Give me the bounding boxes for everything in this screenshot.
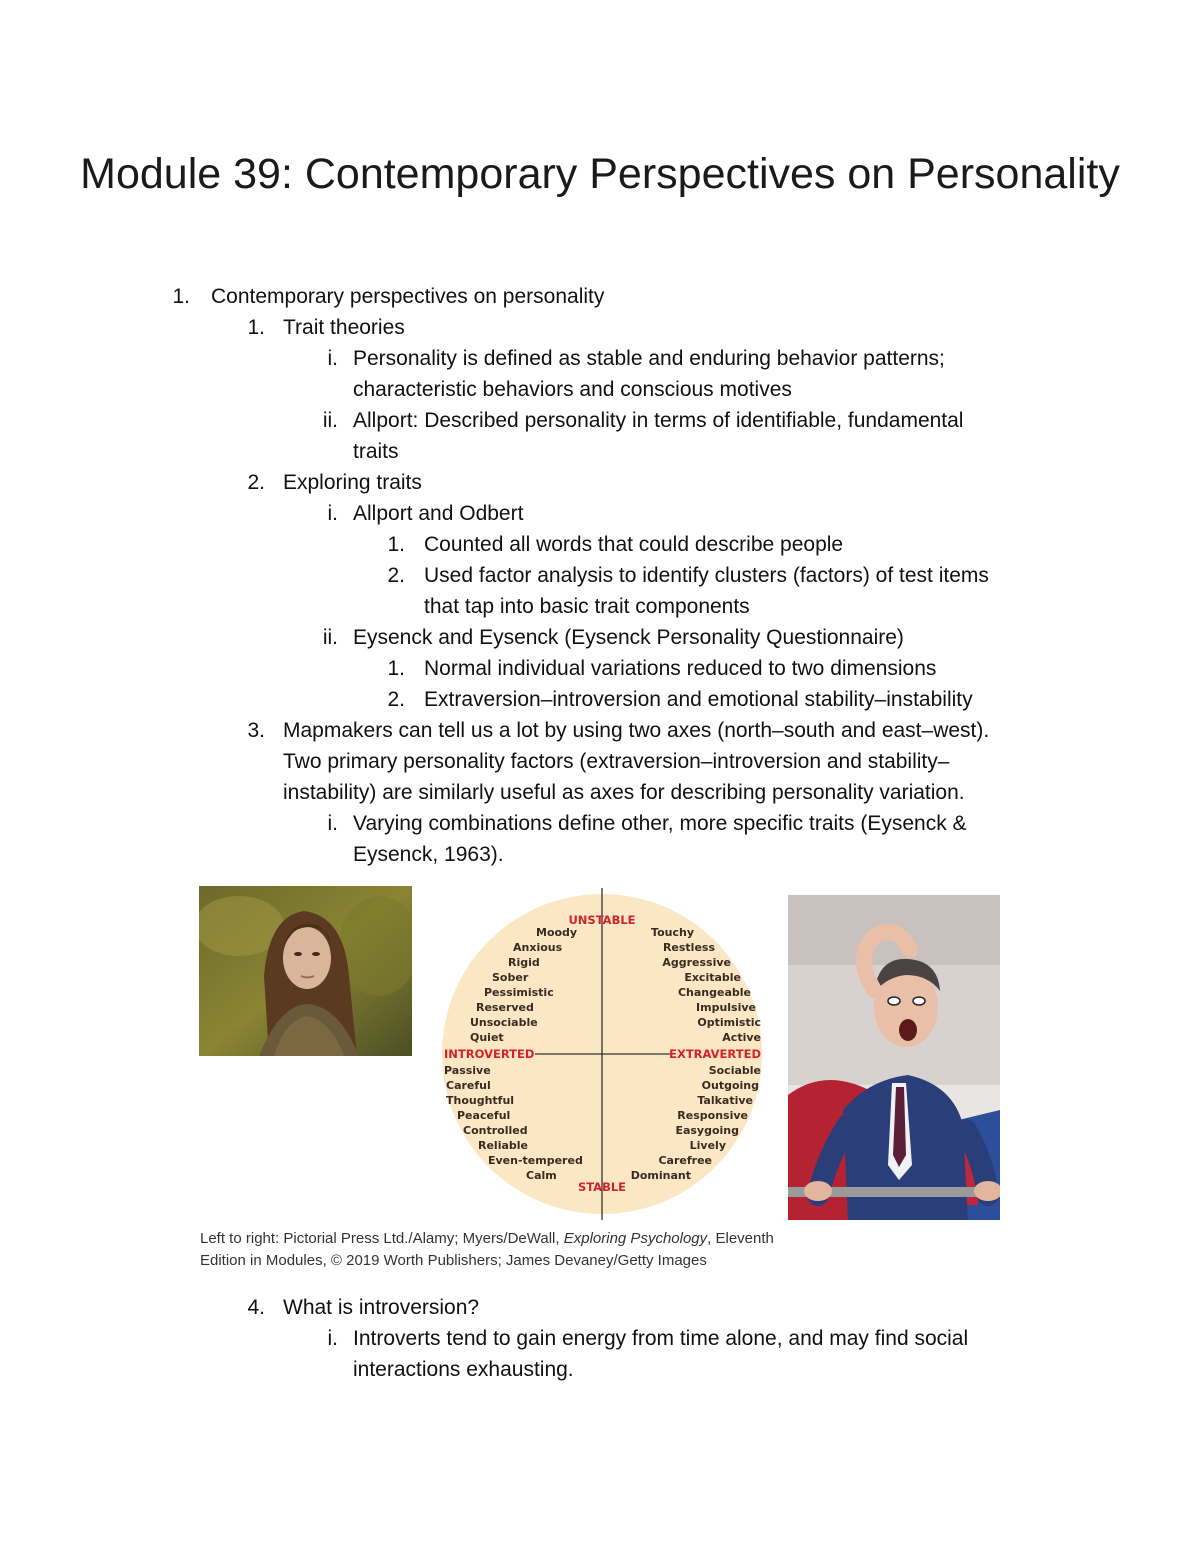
wheel-trait-extraverted-unstable: Touchy xyxy=(651,926,694,939)
wheel-trait-extraverted-stable: Lively xyxy=(689,1139,726,1152)
wheel-trait-extraverted-unstable: Restless xyxy=(662,941,715,954)
wheel-trait-extraverted-unstable: Aggressive xyxy=(662,956,731,969)
personality-wheel-diagram xyxy=(440,886,770,1222)
wheel-trait-introverted-unstable: Quiet xyxy=(470,1031,504,1044)
wheel-trait-extraverted-stable: Outgoing xyxy=(701,1079,759,1092)
wheel-trait-extraverted-stable: Sociable xyxy=(708,1064,761,1077)
wheel-trait-introverted-stable: Even-tempered xyxy=(488,1154,583,1167)
wheel-trait-introverted-unstable: Moody xyxy=(536,926,578,939)
wheel-left-label: INTROVERTED xyxy=(444,1047,535,1061)
personality-wheel-svg xyxy=(440,886,770,1222)
wheel-trait-extraverted-unstable: Optimistic xyxy=(697,1016,761,1029)
wheel-trait-introverted-unstable: Reserved xyxy=(476,1001,534,1014)
wheel-bottom-label: STABLE xyxy=(577,1180,627,1194)
wheel-trait-introverted-unstable: Rigid xyxy=(508,956,540,969)
wheel-trait-extraverted-stable: Carefree xyxy=(658,1154,712,1167)
figure-caption: Left to right: Pictorial Press Ltd./Alamy; Myers/DeWall, Exploring Psychology, Eleventh Edition in Modules, © 2019 Worth Publishers; James Devaney/Getty Images xyxy=(200,1230,774,1269)
wheel-trait-extraverted-unstable: Active xyxy=(722,1031,761,1044)
portrait-photo-left xyxy=(199,886,412,1056)
wheel-trait-extraverted-stable: Talkative xyxy=(697,1094,753,1107)
wheel-right-label: EXTRAVERTED xyxy=(669,1047,761,1061)
page-title: Module 39: Contemporary Perspectives on Personality xyxy=(80,150,1120,198)
wheel-trait-extraverted-unstable: Excitable xyxy=(684,971,741,984)
wheel-trait-introverted-unstable: Pessimistic xyxy=(484,986,554,999)
portrait-photo-right xyxy=(788,895,1000,1220)
wheel-trait-introverted-stable: Peaceful xyxy=(457,1109,511,1122)
wheel-trait-introverted-unstable: Anxious xyxy=(513,941,563,954)
wheel-trait-extraverted-unstable: Impulsive xyxy=(696,1001,756,1014)
wheel-trait-introverted-stable: Thoughtful xyxy=(446,1094,515,1107)
wheel-trait-extraverted-stable: Dominant xyxy=(630,1169,691,1182)
wheel-trait-introverted-stable: Calm xyxy=(526,1169,557,1182)
wheel-trait-extraverted-stable: Responsive xyxy=(677,1109,748,1122)
wheel-trait-extraverted-stable: Easygoing xyxy=(675,1124,739,1137)
wheel-trait-introverted-stable: Reliable xyxy=(478,1139,528,1152)
wheel-trait-introverted-unstable: Unsociable xyxy=(470,1016,538,1029)
wheel-top-label: UNSTABLE xyxy=(568,913,636,927)
wheel-trait-introverted-stable: Careful xyxy=(446,1079,491,1092)
wheel-trait-extraverted-unstable: Changeable xyxy=(677,986,751,999)
wheel-trait-introverted-stable: Passive xyxy=(444,1064,491,1077)
wheel-trait-introverted-unstable: Sober xyxy=(492,971,529,984)
wheel-trait-introverted-stable: Controlled xyxy=(463,1124,528,1137)
